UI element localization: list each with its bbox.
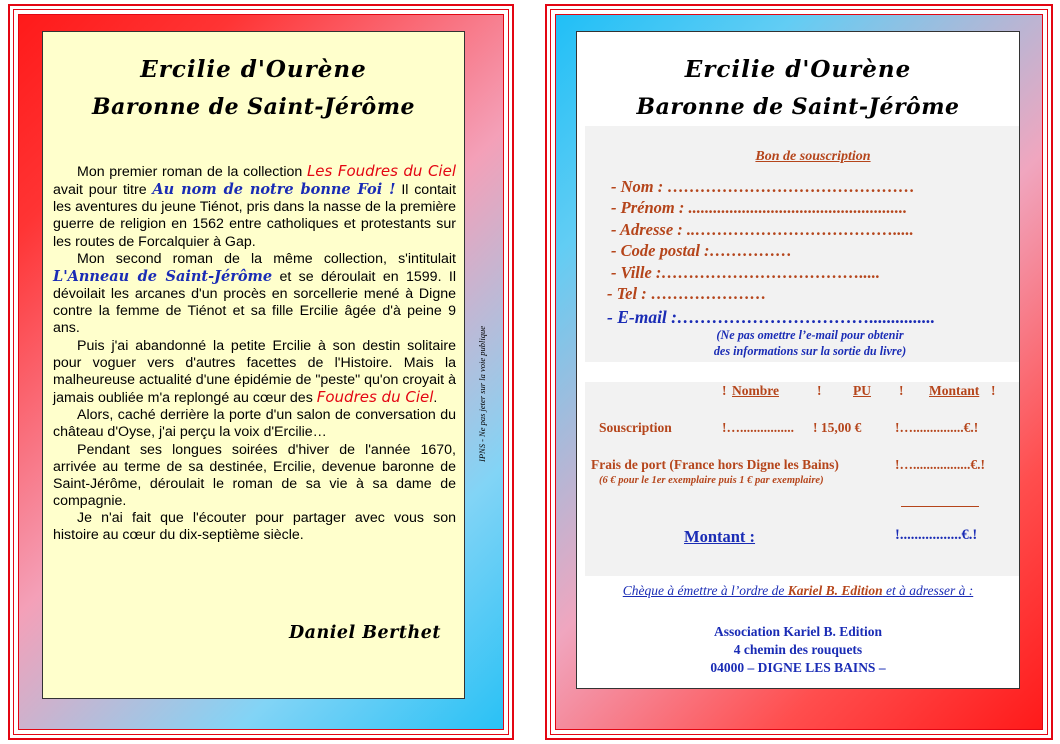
souscription-unit-price: ! 15,00 € [813,420,862,435]
shipping-amount-field[interactable]: !….................€.! [895,457,985,472]
postal-code-field[interactable]: - Code postal :…………… [611,241,793,260]
book-title-rank: Baronne de Saint-Jérôme [91,94,416,120]
phone-field[interactable]: - Tel : ………………… [607,284,767,303]
name-field[interactable]: - Nom : ……………………………………… [611,177,915,196]
order-form-page [576,31,1020,689]
header-separator: ! [722,383,727,398]
total-amount-field[interactable]: !.................€.! [895,527,978,543]
paragraph-2: Mon second roman de la même collection, s'intitulait L'Anneau de Saint-Jérôme et se déroulait en 1599. Il dévoilait les arcanes d'un procès en sorcellerie mené à Digne contre la femme de Tiénot et sa fille Ercilie âgée d'à peine 9 ans. [53,250,456,337]
ipns-note: IPNS - Ne pas jeter sur la voie publique [477,326,487,462]
total-divider [901,506,979,507]
total-label: Montant : [684,527,756,546]
book-title-name: Ercilie d'Ourène [140,56,367,83]
book-title-rank: Baronne de Saint-Jérôme [636,94,960,120]
header-montant: Montant [929,383,980,398]
email-note-line-1: (Ne pas omettre l’e-mail pour obtenir [716,328,904,342]
book-title-name: Ercilie d'Ourène [684,56,912,83]
paragraph-6: Je n'ai fait que l'écouter pour partager avec vous son histoire au cœur du dix-septième siècle. [53,510,456,544]
header-separator: ! [991,383,996,398]
address-field[interactable]: - Adresse : ..………………………………..... [611,220,914,239]
payee-name: Kariel B. Edition [787,583,883,598]
header-nombre: Nombre [732,383,779,398]
collection-name: Les Foudres du Ciel [306,162,456,180]
author-signature: Daniel Berthet [289,623,441,643]
first-name-field[interactable]: - Prénom : ..................................................... [611,198,908,217]
header-pu: PU [853,383,871,398]
paragraph-4: Alors, caché derrière la porte d'un salon de conversation du château d'Oyse, j'ai perçu la voix d'Ercilie… [53,407,456,441]
collection-name-2: Foudres du Ciel [316,388,434,407]
email-note-line-2: des informations sur la sortie du livre) [713,344,907,358]
address-line-1: Association Kariel B. Edition [713,624,882,639]
left-page [42,31,465,699]
second-book-title: L'Anneau de Saint-Jérôme [53,267,273,285]
email-field[interactable]: - E-mail :……………………………............... [607,307,936,327]
form-title: Bon de souscription [755,149,871,164]
paragraph-3: Puis j'ai abandonné la petite Ercilie à son destin solitaire pour voguer vers d'autres facettes de l'Histoire. Mais la malheureuse actualité d'une épidémie de "peste" qu'on croyait à jamais oubliée m'a replongé au cœur des Foudres du Ciel. [53,337,456,407]
payment-instructions: Chèque à émettre à l’ordre de Kariel B. Edition et à adresser à : [622,583,974,598]
shipping-label: Frais de port (France hors Digne les Bains) [591,457,839,472]
souscription-quantity-field[interactable]: !…................ [722,420,794,435]
first-book-title: Au nom de notre bonne Foi ! [152,181,396,199]
address-line-2: 4 chemin des rouquets [733,642,863,657]
header-separator: ! [899,383,904,398]
synopsis-text [53,163,456,544]
city-field[interactable]: - Ville :………………………………..... [611,263,881,282]
souscription-amount-field[interactable]: !…...............€.! [895,420,979,435]
souscription-label: Souscription [599,420,672,435]
mailing-address [577,623,1019,677]
right-panel [545,4,1053,740]
paragraph-5: Pendant ses longues soirées d'hiver de l'année 1670, arrivée au terme de sa destinée, Ercilie, devenue baronne de Saint-Jérôme, déroulait le roman de sa vie à sa dame de compagnie. [53,441,456,509]
shipping-note: (6 € pour le 1er exemplaire puis 1 € par exemplaire) [599,475,824,486]
paragraph-1: Mon premier roman de la collection Les Foudres du Ciel avait pour titre Au nom de notre bonne Foi ! Il contait les aventures du jeune Tiénot, pris dans la nasse de la première guerre de religion en 1562 entre catholiques et protestants sur les routes de Forcalquier à Gap. [53,162,457,250]
address-line-3: 04000 – DIGNE LES BAINS – [710,660,886,675]
left-panel [8,4,514,740]
header-separator: ! [817,383,822,398]
